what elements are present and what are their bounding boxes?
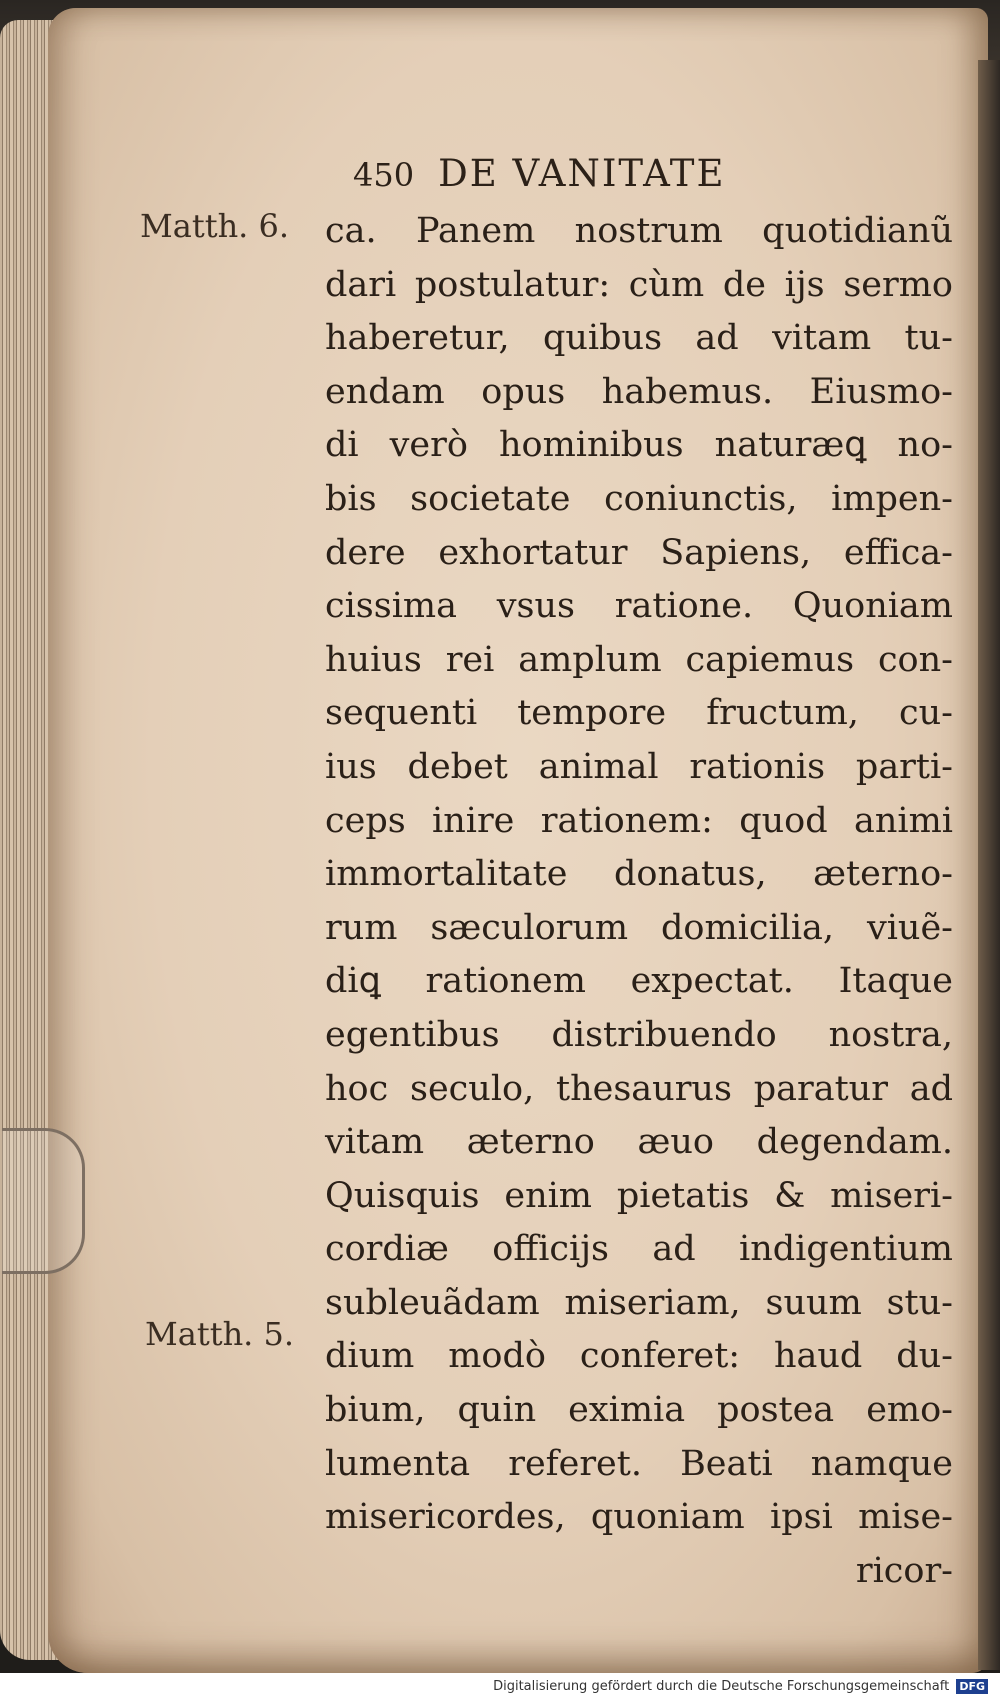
text-line: Quisquis enim pietatis & miseri- <box>325 1175 953 1216</box>
page-right-edge-shadow <box>978 60 1000 1670</box>
text-line: huius rei amplum capiemus con- <box>325 639 953 680</box>
text-line: bium, quin eximia postea emo- <box>325 1390 953 1431</box>
text-line: vitam æterno æuo degendam. <box>325 1122 953 1163</box>
text-line: ricor- <box>855 1550 953 1591</box>
text-line: haberetur, quibus ad vitam tu- <box>325 318 953 359</box>
text-line: ius debet animal rationis parti- <box>325 746 953 787</box>
text-line: misericordes, quoniam ipsi mise- <box>325 1497 953 1538</box>
text-line: hoc seculo, thesaurus paratur ad <box>325 1068 953 1109</box>
running-head <box>353 152 725 195</box>
footer <box>0 1673 1000 1703</box>
text-line: cissima vsus ratione. Quoniam <box>325 586 953 627</box>
text-line: dium modò conferet: haud du- <box>325 1336 953 1377</box>
margin-note: Matth. 6. <box>140 207 290 245</box>
text-line: diꝗ rationem expectat. Itaque <box>325 961 953 1002</box>
text-line: ca. Panem nostrum quotidianũ <box>325 211 953 251</box>
text-line: di verò hominibus naturæꝗ no- <box>325 425 953 466</box>
text-line: rum sæculorum domicilia, viuẽ- <box>325 907 953 948</box>
footer-credit <box>493 1679 988 1694</box>
text-line: cordiæ officijs ad indigentium <box>325 1229 953 1270</box>
text-line: ceps inire rationem: quod animi <box>325 800 953 841</box>
text-line: subleuãdam miseriam, suum stu- <box>325 1282 953 1323</box>
text-line: sequenti tempore fructum, cu- <box>325 693 953 734</box>
text-line: bis societate coniunctis, impen- <box>325 478 953 519</box>
text-line: endam opus habemus. Eiusmo- <box>325 371 953 412</box>
margin-note: Matth. 5. <box>145 1315 295 1353</box>
footer-text: Digitalisierung gefördert durch die Deutsche Forschungsgemeinschaft <box>493 1679 950 1694</box>
text-line: immortalitate donatus, æterno- <box>325 854 953 895</box>
text-line: dari postulatur: cùm de ijs sermo <box>325 264 953 305</box>
text-line: lumenta referet. Beati namque <box>325 1443 953 1484</box>
page-number: 450 <box>353 156 415 194</box>
dfg-logo: DFG <box>956 1679 988 1694</box>
body-text <box>325 205 953 1598</box>
running-title: DE VANITATE <box>438 152 726 195</box>
text-line: egentibus distribuendo nostra, <box>325 1014 953 1055</box>
page-clip <box>2 1128 85 1274</box>
text-line: dere exhortatur Sapiens, effica- <box>325 532 953 573</box>
